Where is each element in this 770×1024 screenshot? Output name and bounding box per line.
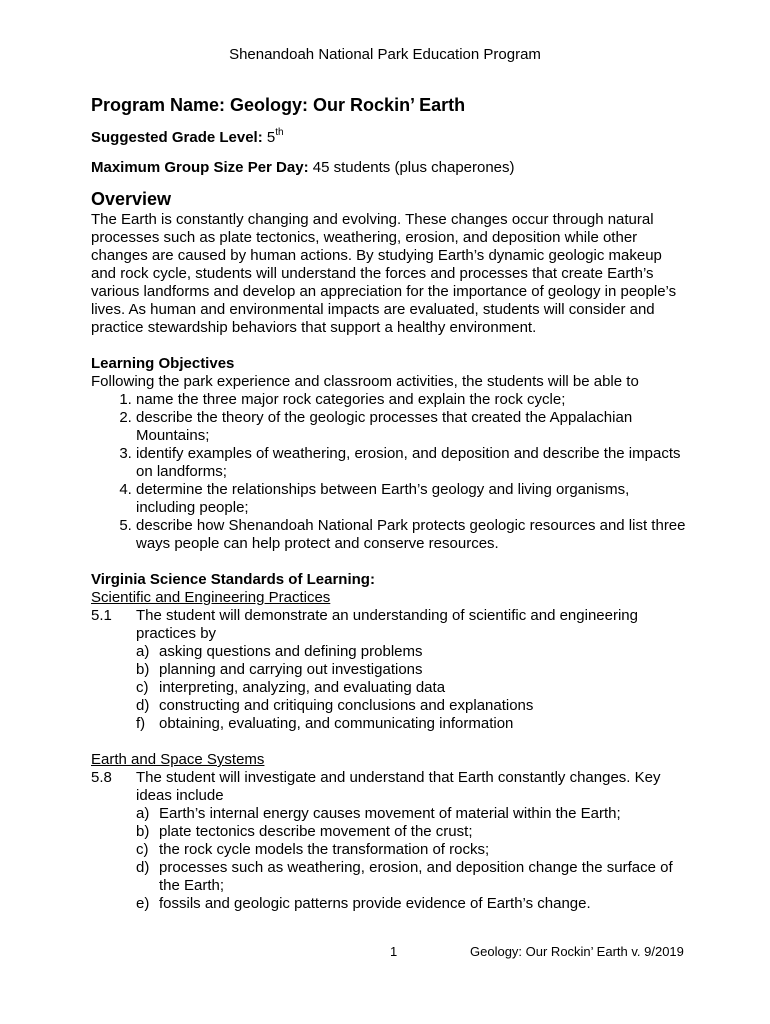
standard-item [136,895,691,913]
standard-5-8 [91,769,691,913]
document-body [91,93,691,913]
standards-subheading: Earth and Space Systems [91,751,265,768]
group-size [91,159,691,177]
objective-item: 2. describe the theory of the geologic processes that created the Appalachian Mountains; [136,409,691,445]
standard-item [136,679,691,697]
item-text: processes such as weathering, erosion, and deposition change the surface of the Earth; [159,859,673,894]
grade-level-suffix: th [275,127,284,138]
group-size-value: 45 students (plus chaperones) [312,159,515,176]
standard-item [136,823,691,841]
objective-item: 5. describe how Shenandoah National Park protects geologic resources and list three ways people can help protect and conserve resources. [136,517,691,553]
learning-objectives-intro: Following the park experience and classroom activities, the students will be able to [91,373,639,390]
grade-level [91,129,691,147]
document-version: Geology: Our Rockin’ Earth v. 9/2019 [470,944,684,959]
item-marker: c) [136,679,149,696]
standard-item [136,805,691,823]
standards-heading: Virginia Science Standards of Learning: [91,571,375,588]
overview-heading: Overview [91,189,172,209]
item-text: planning and carrying out investigations [159,661,423,678]
standard-item [136,715,691,733]
item-marker: b) [136,661,150,678]
standard-body [136,769,691,913]
item-text: fossils and geologic patterns provide evidence of Earth’s change. [159,895,591,912]
page-number: 1 [390,944,398,959]
item-marker: d) [136,697,150,714]
item-text: the rock cycle models the transformation of rocks; [159,841,490,858]
grade-level-value: 5 [266,129,276,146]
objective-item: 1. name the three major rock categories and explain the rock cycle; [136,391,691,409]
standard-number: 5.8 [91,769,112,786]
program-title: Program Name: Geology: Our Rockin’ Earth [91,95,466,115]
item-marker: a) [136,805,150,822]
item-marker: c) [136,841,149,858]
standard-items [136,805,691,913]
standard-5-1 [91,607,691,733]
standard-text: The student will investigate and understand that Earth constantly changes. Key ideas include [136,769,661,804]
group-size-label: Maximum Group Size Per Day: [91,159,309,176]
standard-body [136,607,691,733]
learning-objectives-list [91,391,691,553]
item-text: plate tectonics describe movement of the crust; [159,823,473,840]
standard-item [136,697,691,715]
standard-item [136,643,691,661]
item-marker: f) [136,715,146,732]
learning-objectives-heading: Learning Objectives [91,355,235,372]
standard-items [136,643,691,733]
spacer [91,733,691,751]
grade-level-label: Suggested Grade Level: [91,129,263,146]
item-text: obtaining, evaluating, and communicating information [159,715,514,732]
item-marker: a) [136,643,150,660]
overview-text: The Earth is constantly changing and evolving. These changes occur through natural processes such as plate tectonics, weathering, erosion, and deposition while other changes are caused by human actions. By studying Earth’s dynamic geologic makeup and rock cycle, students will understand the forces and processes that create Earth’s various landforms and develop an appreciation for the importance of geology in people’s lives. As human and environmental impacts are evaluated, students will consider and practice stewardship behaviors that support a healthy environment. [91,211,677,336]
standard-item [136,859,691,895]
standard-number: 5.1 [91,607,112,624]
item-marker: e) [136,895,150,912]
item-text: Earth’s internal energy causes movement of material within the Earth; [159,805,621,822]
item-text: asking questions and defining problems [159,643,423,660]
standard-item [136,841,691,859]
item-marker: b) [136,823,150,840]
page-header: Shenandoah National Park Education Program [229,46,541,63]
objective-item: 3. identify examples of weathering, erosion, and deposition and describe the impacts on landforms; [136,445,691,481]
standards-subheading: Scientific and Engineering Practices [91,589,331,606]
item-marker: d) [136,859,150,876]
item-text: interpreting, analyzing, and evaluating data [159,679,446,696]
standard-text: The student will demonstrate an understanding of scientific and engineering practices by [136,607,638,642]
objective-item: 4. determine the relationships between Earth’s geology and living organisms, including people; [136,481,691,517]
standard-item [136,661,691,679]
item-text: constructing and critiquing conclusions and explanations [159,697,534,714]
